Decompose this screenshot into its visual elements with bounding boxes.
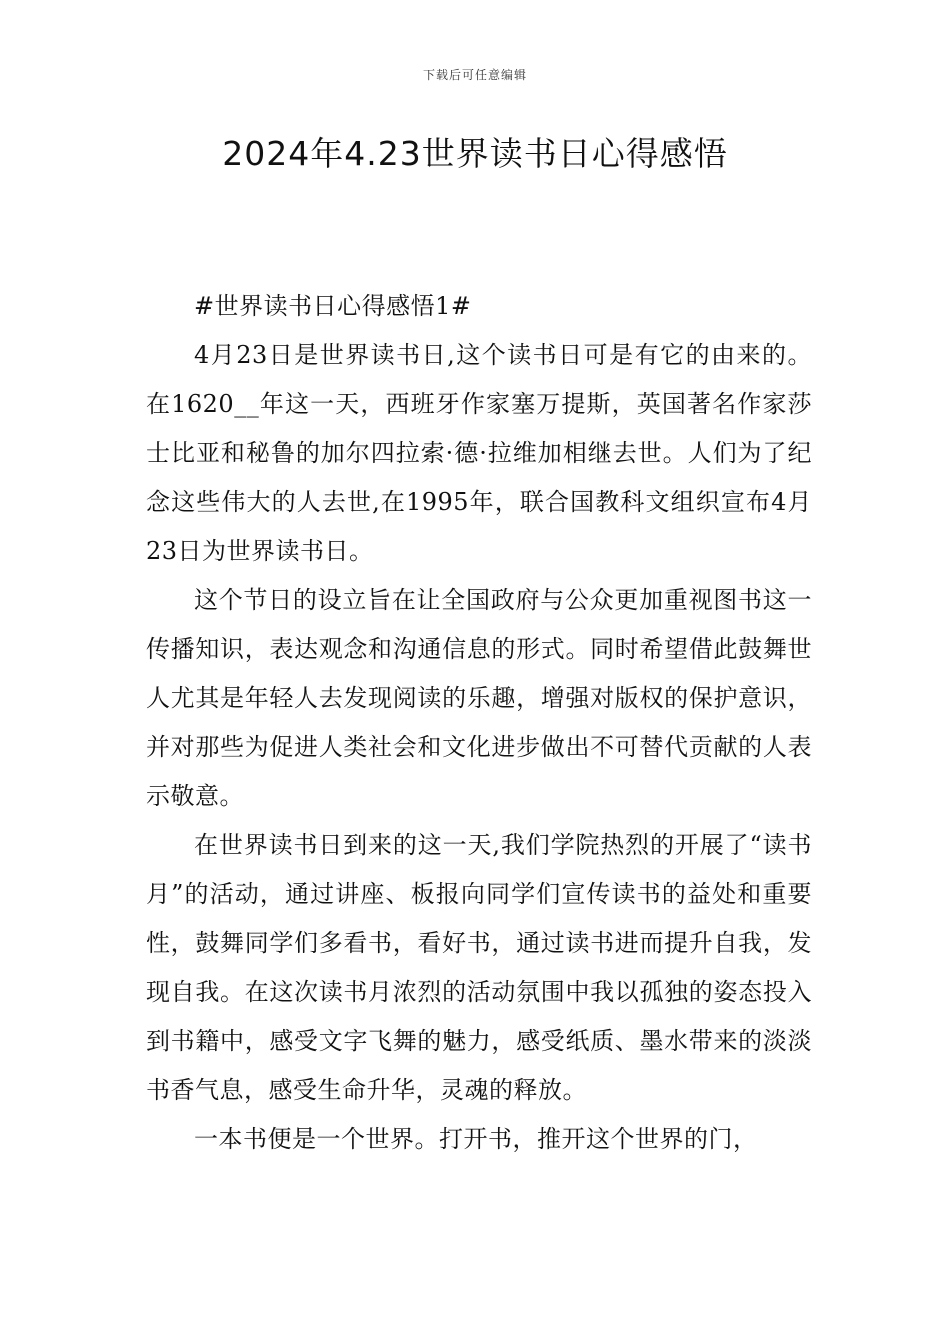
paragraph-purpose: 这个节日的设立旨在让全国政府与公众更加重视图书这一传播知识，表达观念和沟通信息的形式。同时希望借此鼓舞世人尤其是年轻人去发现阅读的乐趣，增强对版权的保护意识，并对那些为促进人类社会和文化进步做出不可替代贡献的人表示敬意。 [146,586,812,810]
document-title: 2024年4.23世界读书日心得感悟 [222,134,728,173]
section-heading: #世界读书日心得感悟1# [194,292,472,320]
page-header-note: 下载后可任意编辑 [422,68,527,82]
paragraph-origin: 4月23日是世界读书日,这个读书日可是有它的由来的。在1620__年这一天，西班牙作家塞万提斯，英国著名作家莎士比亚和秘鲁的加尔四拉索·德·拉维加相继去世。人们为了纪念这些伟大的人去世,在1995年，联合国教科文组织宣布4月23日为世界读书日。 [146,341,812,565]
paragraph-book-world: 一本书便是一个世界。打开书，推开这个世界的门， [194,1125,758,1153]
paragraph-activity: 在世界读书日到来的这一天,我们学院热烈的开展了“读书月”的活动，通过讲座、板报向同学们宣传读书的益处和重要性，鼓舞同学们多看书，看好书，通过读书进而提升自我，发现自我。在这次读书月浓烈的活动氛围中我以孤独的姿态投入到书籍中，感受文字飞舞的魅力，感受纸质、墨水带来的淡淡书香气息，感受生命升华，灵魂的释放。 [146,831,812,1104]
document-body [146,282,812,1164]
